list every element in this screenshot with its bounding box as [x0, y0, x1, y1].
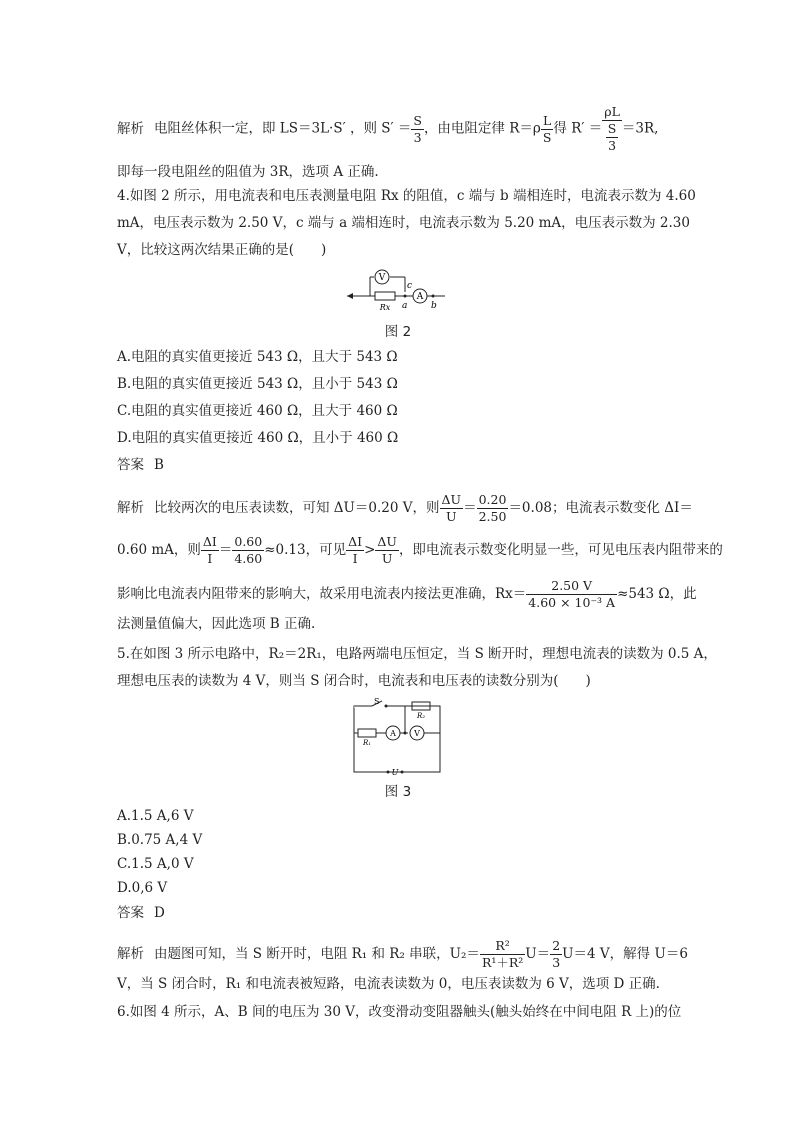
q6-stem-line-1: 6.如图 4 所示，A、B 间的电压为 30 V，改变滑动变阻器触头(触头始终在中间电阻 R 上)的位: [117, 1004, 682, 1020]
q5-option-d: D.0,6 V: [117, 880, 168, 896]
fraction: $\frac{0.60}{4.60}$: [234, 534, 263, 566]
fraction: $\frac{2.50 V}{\text{4.60 × 10⁻³ A}}$: [528, 578, 616, 610]
voltmeter-label: V: [414, 729, 420, 738]
fraction: $\frac{\Delta U}{U}$: [377, 534, 397, 566]
resistor-label: Rx: [379, 303, 391, 312]
q4-stem-line-2: mA，电压表示数为 2.50 V，c 端与 a 端相连时，电流表示数为 5.20 mA，电压表示数为 2.30: [117, 215, 690, 231]
fraction: $\frac{0.20}{2.50}$: [478, 492, 507, 524]
q5-option-b: B.0.75 A,4 V: [117, 832, 203, 848]
q5-analysis-line-1: 解析 由题图可知，当 S 断开时，电阻 R₁ 和 R₂ 串联，U₂＝ $\frac{\text{R²}}{\text{R¹＋R²}}$ U＝ $\frac{2}{3}$ U＝4 V，解得 U＝6: [117, 938, 688, 970]
analysis-label: 解析: [117, 120, 144, 137]
q4-analysis-line-4: 法测量值偏大，因此选项 B 正确.: [117, 616, 316, 632]
switch-label: S: [374, 698, 380, 706]
fraction: $\frac{\text{R²}}{\text{R¹＋R²}}$: [481, 938, 524, 970]
q5-analysis-line-2: V，当 S 闭合时，R₁ 和电流表被短路，电流表读数为 0，电压表读数为 6 V，选项 D 正确.: [117, 976, 660, 992]
q3-analysis-line-2: 即每一段电阻丝的阻值为 3R，选项 A 正确.: [117, 164, 379, 180]
answer-label: 答案: [117, 457, 144, 473]
q4-option-c: C.电阻的真实值更接近 460 Ω，且大于 460 Ω: [117, 403, 398, 419]
terminal-c-label: c: [407, 281, 413, 291]
r1-label: R₁: [362, 739, 372, 747]
q5-option-a: A.1.5 A,6 V: [117, 808, 194, 824]
fraction: $\frac{\rho L}{\frac{S}{3}}$: [604, 104, 620, 153]
q5-option-c: C.1.5 A,0 V: [117, 856, 194, 872]
answer-value: B: [154, 457, 164, 473]
figure-2-caption: 图 2: [384, 324, 412, 340]
q4-stem-line-3: V，比较这两次结果正确的是( ): [117, 242, 327, 258]
figure-3-circuit: [350, 698, 445, 778]
q4-analysis-line-3: 影响比电流表内阻带来的影响大，故采用电流表内接法更准确，Rx＝ $\frac{2.50 V}{\text{4.60 × 10⁻³ A}}$ ≈543 Ω，此: [117, 578, 697, 610]
q4-option-a: A.电阻的真实值更接近 543 Ω，且大于 543 Ω: [117, 349, 398, 365]
q5-answer: [117, 903, 682, 923]
fraction: $\frac{\Delta I}{I}$: [202, 534, 217, 566]
analysis-label: 解析: [117, 946, 144, 962]
q4-option-b: B.电阻的真实值更接近 543 Ω，且小于 543 Ω: [117, 376, 398, 392]
ammeter-label: A: [390, 729, 396, 738]
figure-3-caption: 图 3: [384, 784, 412, 800]
fraction: $\frac{\Delta U}{U}$: [441, 492, 462, 524]
fraction: $\frac{2}{3}$: [552, 938, 561, 970]
voltage-u-label: U: [391, 768, 399, 777]
voltmeter-label: V: [378, 273, 386, 283]
answer-label: 答案: [117, 905, 144, 921]
analysis-label: 解析: [117, 500, 144, 516]
answer-value: D: [154, 905, 165, 921]
ammeter-label: A: [416, 292, 424, 302]
q5-stem-line-1: 5.在如图 3 所示电路中，R₂＝2R₁，电路两端电压恒定，当 S 断开时，理想电流表的读数为 0.5 A，: [117, 646, 717, 662]
terminal-b-label: b: [431, 301, 437, 311]
terminal-a-label: a: [402, 301, 408, 311]
r2-label: R₂: [416, 712, 426, 720]
q3-analysis-line-1: 解析 电阻丝体积一定，即 LS＝3L·S′ ，则 S′ ＝ $\frac{S}{3}$ ，由电阻定律 R＝ρ $\frac{L}{S}$ 得 R′ ＝ $\frac{\rho L}{\frac{S}{3}}$ ＝3R,: [117, 104, 659, 153]
q4-answer: [117, 455, 682, 475]
q5-stem-line-2: 理想电压表的读数为 4 V，则当 S 闭合时，电流表和电压表的读数分别为( ): [117, 673, 591, 689]
q4-option-d: D.电阻的真实值更接近 460 Ω，且小于 460 Ω: [117, 430, 399, 446]
q4-analysis-line-1: 解析 比较两次的电压表读数，可知 ΔU＝0.20 V，则 $\frac{\Delta U}{U}$ ＝ $\frac{0.20}{2.50}$ ＝0.08；电流表示数变化 ΔI＝: [117, 492, 693, 524]
fraction: $\frac{\Delta I}{I}$: [348, 534, 363, 566]
fraction: $\frac{L}{S}$: [542, 112, 552, 145]
fraction: $\frac{S}{3}$: [413, 112, 422, 145]
q4-stem-line-1: 4.如图 2 所示，用电流表和电压表测量电阻 Rx 的阻值，c 端与 b 端相连时，电流表示数为 4.60: [117, 188, 696, 204]
q4-analysis-line-2: 0.60 mA，则 $\frac{\Delta I}{I}$ ＝ $\frac{0.60}{4.60}$ ≈0.13，可见 $\frac{\Delta I}{I}$ > $\frac{\Delta U}{U}$ ，即电流表示数变化明显一些，可见电压表内阻带来的: [117, 534, 723, 566]
figure-2-circuit: [345, 268, 450, 316]
